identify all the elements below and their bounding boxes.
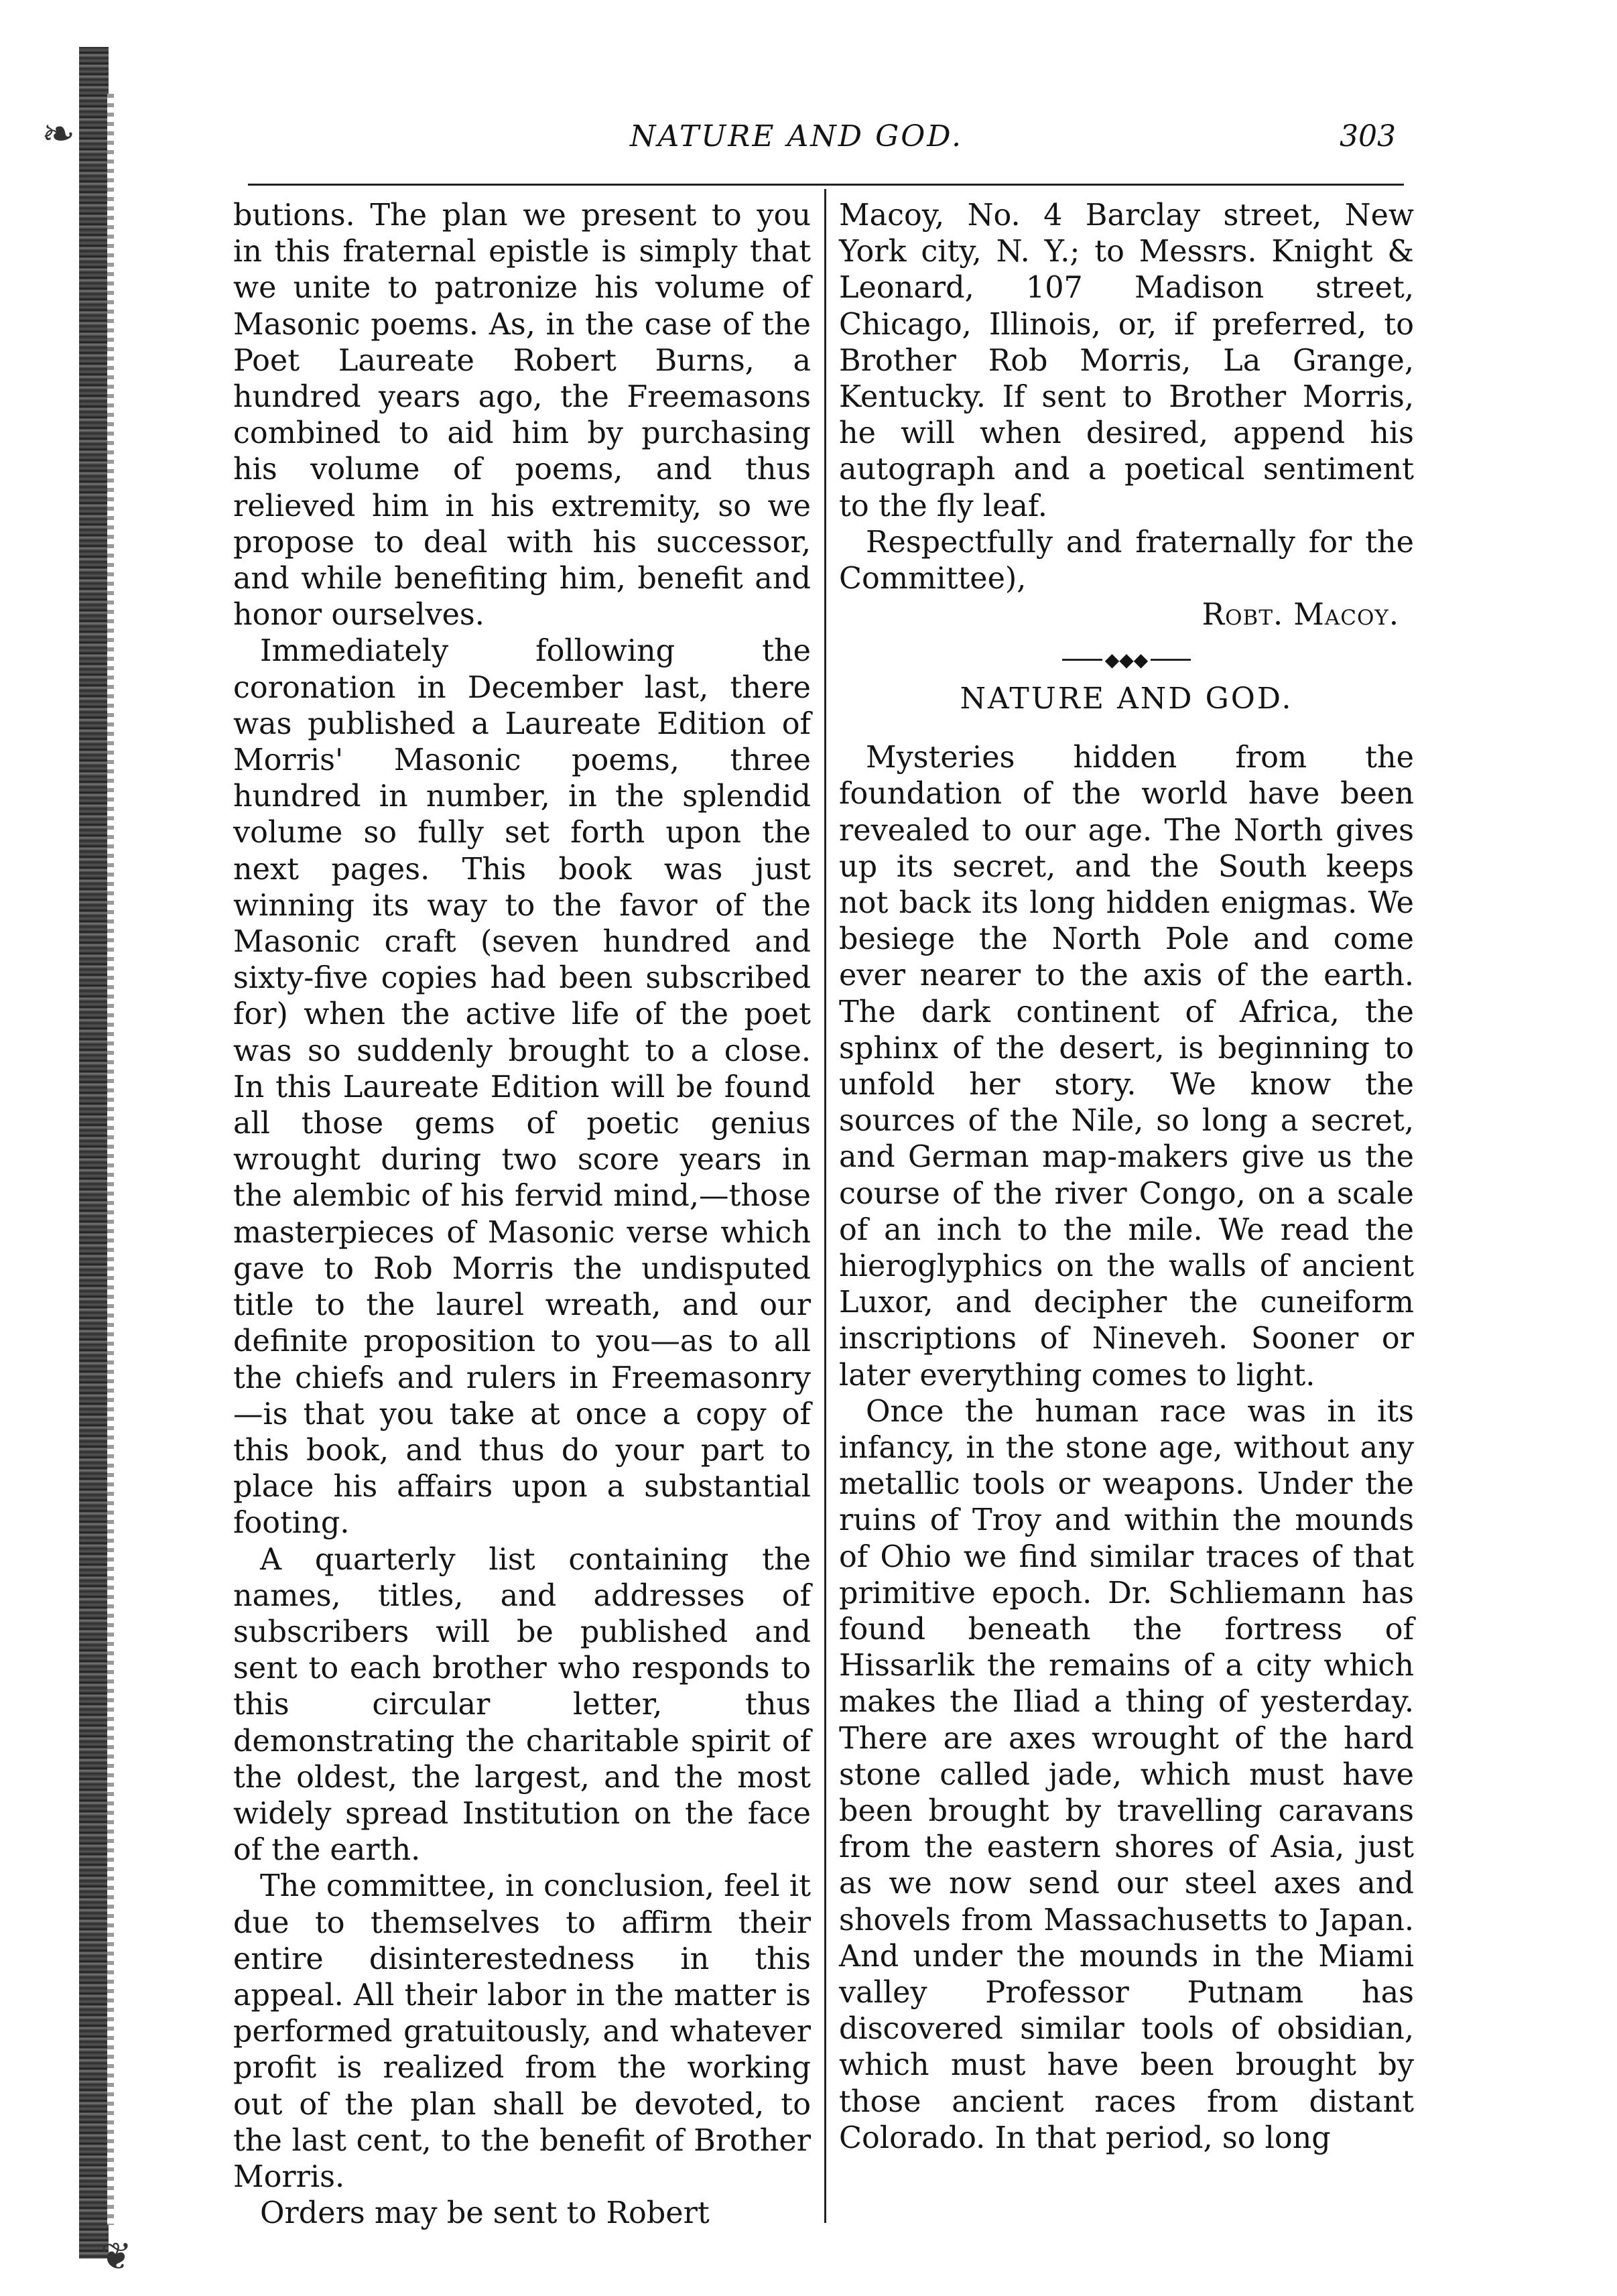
header-rule [248, 184, 1404, 186]
ornament-rule-left [1062, 659, 1102, 661]
right-column [839, 198, 1414, 2157]
paragraph: butions. The plan we present to you in this fraternal epistle is simply that we unite to patronize his volume of Masonic poems. As, in the case of the Poet Laureate Robert Burns, a hundred years ago, the Freemasons combined to aid him by purchasing his volume of poems, and thus relieved him in his extremity, so we propose to deal with his successor, and while benefiting him, benefit and honor ourselves. [233, 198, 811, 633]
page-number: 303 [1340, 119, 1396, 153]
ornament-dots: ◆◆◆ [1104, 648, 1149, 671]
ink-smudge-top: ❧ [42, 111, 76, 157]
paragraph: Immediately following the coronation in December last, there was published a Laureate Edition of Morris' Masonic poems, three hundred in number, in the splendid volume so fully set forth upon the next pages. This book was just winning its way to the favor of the Masonic craft (seven hundred and sixty-five copies had been subscribed for) when the active life of the poet was so suddenly brought to a close. In this Laureate Edition will be found all those gems of poetic genius wrought during two score years in the alembic of his fervid mind,—those masterpieces of Masonic verse which gave to Rob Morris the undisputed title to the laurel wreath, and our definite proposition to you—as to all the chiefs and rulers in Freemasonry—is that you take at once a copy of this book, and thus do your part to place his affairs upon a substantial footing. [233, 634, 811, 1541]
ornament-rule-right [1151, 659, 1191, 661]
left-column [233, 198, 811, 2232]
book-binding-edge [79, 47, 109, 2258]
section-title: NATURE AND GOD. [960, 681, 1293, 716]
paragraph: Respectfully and fraternally for the Committee), [839, 525, 1414, 596]
section-ornament [839, 633, 1414, 681]
paragraph: Orders may be sent to Robert [260, 2196, 710, 2231]
ink-smudge-bottom: ❦ [101, 2235, 132, 2279]
running-head: NATURE AND GOD. [630, 119, 963, 153]
page-gutter-shadow [107, 94, 114, 2225]
paragraph: The committee, in conclusion, feel it due to themselves to affirm their entire disinterestedness in this appeal. All their labor in the matter is performed gratuitously, and whatever profit is realized from the working out of the plan shall be devoted, to the last cent, to the benefit of Brother Morris. [233, 1869, 811, 2194]
paragraph: Once the human race was in its infancy, in the stone age, without any metallic tools or weapons. Under the ruins of Troy and within the mounds of Ohio we find similar traces of that primitive epoch. Dr. Schliemann has found beneath the fortress of Hissarlik the remains of a city which makes the Iliad a thing of yesterday. There are axes wrought of the hard stone called jade, which must have been brought by travelling caravans from the eastern shores of Asia, just as we now send our steel axes and shovels from Massachusetts to Japan. And under the mounds in the Miami valley Professor Putnam has discovered similar tools of obsidian, which must have been brought by those ancient races from distant Colorado. In that period, so long [839, 1394, 1414, 2155]
signature: Robt. Macoy. [1202, 598, 1399, 633]
paragraph: Macoy, No. 4 Barclay street, New York city, N. Y.; to Messrs. Knight & Leonard, 107 Madison street, Chicago, Illinois, or, if preferred, to Brother Rob Morris, La Grange, Kentucky. If sent to Brother Morris, he will when desired, append his autograph and a poetical sentiment to the fly leaf. [839, 198, 1414, 523]
paragraph: Mysteries hidden from the foundation of the world have been revealed to our age. The North gives up its secret, and the South keeps not back its long hidden enigmas. We besiege the North Pole and come ever nearer to the axis of the earth. The dark continent of Africa, the sphinx of the desert, is beginning to unfold her story. We know the sources of the Nile, so long a secret, and German map-makers give us the course of the river Congo, on a scale of an inch to the mile. We read the hieroglyphics on the walls of ancient Luxor, and decipher the cuneiform inscriptions of Nineveh. Sooner or later everything comes to light. [839, 741, 1414, 1393]
column-divider [824, 189, 826, 2223]
paragraph: A quarterly list containing the names, titles, and addresses of subscribers will be published and sent to each brother who responds to this circular letter, thus demonstrating the charitable spirit of the oldest, the largest, and the most widely spread Institution on the face of the earth. [233, 1542, 811, 1868]
